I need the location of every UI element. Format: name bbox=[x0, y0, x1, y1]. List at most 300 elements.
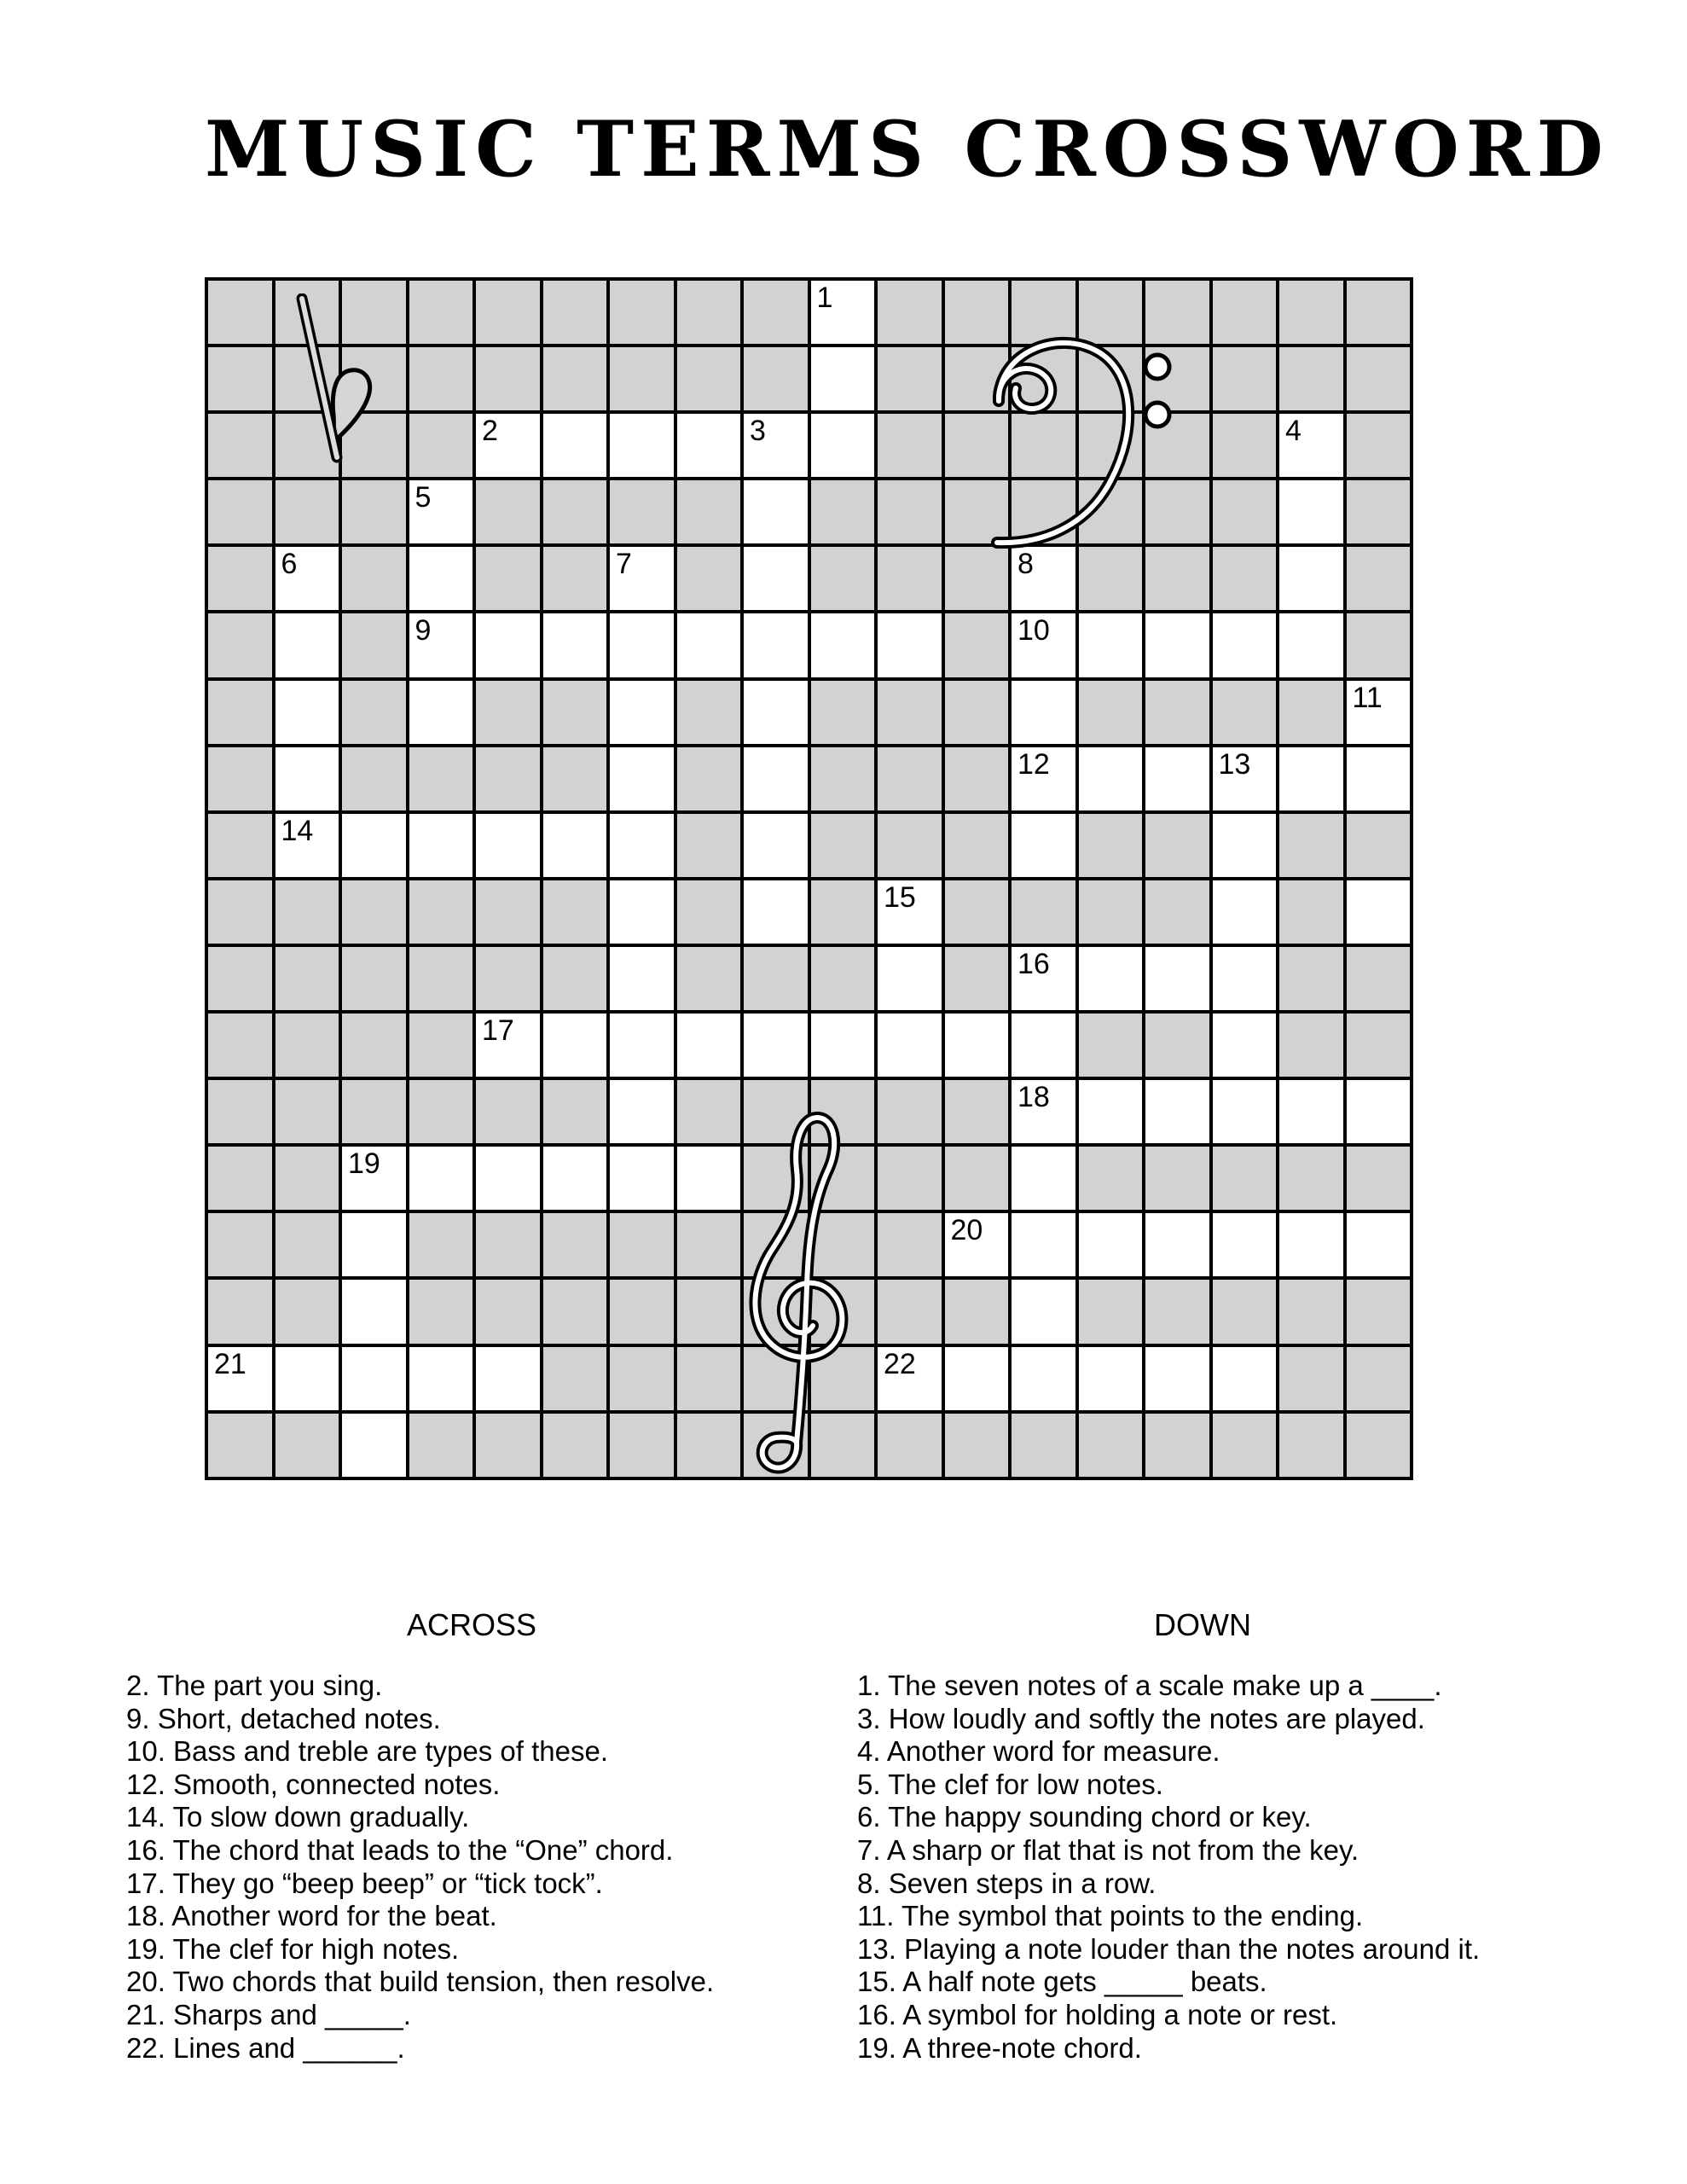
clue-number: 9 bbox=[415, 614, 432, 648]
grid-cell-block bbox=[340, 545, 408, 612]
clue-number: 10 bbox=[1017, 614, 1050, 648]
clue-number: 1 bbox=[816, 282, 833, 314]
grid-cell-white[interactable] bbox=[274, 1345, 341, 1412]
grid-cell-white[interactable] bbox=[408, 545, 475, 612]
grid-cell-white[interactable] bbox=[1010, 1278, 1077, 1345]
grid-cell-block bbox=[809, 812, 877, 879]
grid-cell-block bbox=[408, 279, 475, 346]
clue-number: 17 bbox=[482, 1014, 514, 1048]
clue-number: 4 bbox=[1285, 415, 1301, 448]
clue-item: 6. The happy sounding chord or key. bbox=[857, 1801, 1312, 1833]
grid-cell-block bbox=[809, 1145, 877, 1211]
clue-item: 2. The part you sing. bbox=[126, 1670, 383, 1701]
grid-cell-white[interactable] bbox=[608, 1012, 675, 1078]
grid-cell-block bbox=[675, 879, 743, 945]
grid-cell-block bbox=[876, 545, 943, 612]
grid-cell-block bbox=[408, 1078, 475, 1145]
grid-cell-white[interactable] bbox=[1077, 1345, 1145, 1412]
grid-cell-white[interactable] bbox=[274, 545, 341, 612]
grid-cell-white[interactable] bbox=[1211, 945, 1278, 1012]
grid-cell-white[interactable] bbox=[742, 879, 809, 945]
grid-cell-white[interactable] bbox=[1211, 746, 1278, 812]
grid-cell-block bbox=[542, 1078, 609, 1145]
grid-cell-block bbox=[1345, 279, 1412, 346]
grid-cell-white[interactable] bbox=[608, 1078, 675, 1145]
grid-cell-block bbox=[1144, 1012, 1211, 1078]
grid-cell-block bbox=[206, 1012, 274, 1078]
grid-cell-white[interactable] bbox=[1211, 879, 1278, 945]
grid-cell-white[interactable] bbox=[340, 1145, 408, 1211]
grid-cell-block bbox=[876, 279, 943, 346]
grid-cell-white[interactable] bbox=[1345, 879, 1412, 945]
grid-cell-block bbox=[943, 479, 1011, 545]
grid-cell-block bbox=[1010, 346, 1077, 412]
clue-number: 8 bbox=[1017, 548, 1034, 581]
grid-cell-block bbox=[408, 945, 475, 1012]
grid-cell-block bbox=[1278, 346, 1345, 412]
clue-number: 3 bbox=[750, 415, 766, 448]
grid-cell-white[interactable] bbox=[1144, 746, 1211, 812]
grid-cell-block bbox=[474, 1211, 542, 1278]
clue-number: 12 bbox=[1017, 747, 1050, 781]
grid-cell-block bbox=[1278, 1012, 1345, 1078]
clue-number: 15 bbox=[884, 880, 916, 914]
grid-cell-block bbox=[608, 1412, 675, 1478]
clue-item: 14. To slow down gradually. bbox=[126, 1801, 470, 1833]
grid-cell-block bbox=[608, 479, 675, 545]
grid-cell-block bbox=[1010, 279, 1077, 346]
grid-cell-block bbox=[675, 1412, 743, 1478]
grid-cell-block bbox=[809, 1078, 877, 1145]
grid-cell-white[interactable] bbox=[876, 1012, 943, 1078]
grid-cell-block bbox=[675, 1078, 743, 1145]
grid-cell-white[interactable] bbox=[1010, 545, 1077, 612]
grid-cell-block bbox=[742, 1278, 809, 1345]
grid-cell-block bbox=[474, 545, 542, 612]
grid-cell-block bbox=[408, 746, 475, 812]
grid-cell-white[interactable] bbox=[1278, 479, 1345, 545]
grid-cell-block bbox=[1077, 1012, 1145, 1078]
grid-cell-block bbox=[274, 1278, 341, 1345]
grid-cell-white[interactable] bbox=[274, 612, 341, 678]
grid-cell-white[interactable] bbox=[1211, 1078, 1278, 1145]
grid-cell-white[interactable] bbox=[542, 812, 609, 879]
grid-cell-block bbox=[474, 479, 542, 545]
grid-cell-white[interactable] bbox=[1278, 412, 1345, 479]
grid-cell-white[interactable] bbox=[742, 1012, 809, 1078]
grid-cell-block bbox=[943, 679, 1011, 746]
grid-cell-block bbox=[474, 346, 542, 412]
grid-cell-white[interactable] bbox=[1345, 1211, 1412, 1278]
down-clue-list bbox=[857, 1670, 1548, 2065]
grid-cell-block bbox=[1211, 412, 1278, 479]
grid-cell-white[interactable] bbox=[809, 1012, 877, 1078]
grid-cell-block bbox=[943, 879, 1011, 945]
grid-cell-block bbox=[340, 1012, 408, 1078]
grid-cell-white[interactable] bbox=[1144, 1345, 1211, 1412]
grid-cell-block bbox=[1278, 1278, 1345, 1345]
grid-cell-block bbox=[675, 1345, 743, 1412]
grid-cell-white[interactable] bbox=[1211, 1012, 1278, 1078]
grid-cell-white[interactable] bbox=[1077, 612, 1145, 678]
grid-cell-white[interactable] bbox=[742, 545, 809, 612]
grid-cell-block bbox=[274, 412, 341, 479]
grid-cell-white[interactable] bbox=[809, 346, 877, 412]
grid-cell-white[interactable] bbox=[542, 612, 609, 678]
grid-cell-block bbox=[340, 1078, 408, 1145]
grid-cell-white[interactable] bbox=[1278, 612, 1345, 678]
across-section bbox=[126, 1607, 817, 2065]
grid-cell-white[interactable] bbox=[340, 1412, 408, 1478]
grid-cell-white[interactable] bbox=[1278, 746, 1345, 812]
grid-cell-white[interactable] bbox=[1278, 1078, 1345, 1145]
grid-cell-block bbox=[340, 746, 408, 812]
grid-cell-white[interactable] bbox=[809, 612, 877, 678]
grid-cell-block bbox=[809, 1345, 877, 1412]
grid-cell-block bbox=[675, 346, 743, 412]
clue-number: 16 bbox=[1017, 947, 1050, 980]
grid-cell-block bbox=[274, 1078, 341, 1145]
grid-cell-block bbox=[274, 1211, 341, 1278]
grid-cell-block bbox=[206, 1278, 274, 1345]
grid-cell-white[interactable] bbox=[1278, 1211, 1345, 1278]
grid-cell-block bbox=[876, 812, 943, 879]
grid-cell-block bbox=[206, 612, 274, 678]
grid-cell-block bbox=[408, 412, 475, 479]
grid-cell-block bbox=[1010, 412, 1077, 479]
grid-cell-block bbox=[809, 679, 877, 746]
grid-cell-white[interactable] bbox=[742, 746, 809, 812]
grid-cell-block bbox=[1211, 479, 1278, 545]
clue-number: 21 bbox=[214, 1347, 246, 1380]
grid-cell-white[interactable] bbox=[742, 412, 809, 479]
clue-number: 6 bbox=[281, 548, 298, 581]
grid-cell-white[interactable] bbox=[1144, 612, 1211, 678]
grid-cell-white[interactable] bbox=[943, 1345, 1011, 1412]
grid-cell-block bbox=[340, 945, 408, 1012]
grid-cell-block bbox=[876, 479, 943, 545]
grid-cell-white[interactable] bbox=[608, 1145, 675, 1211]
grid-cell-block bbox=[943, 279, 1011, 346]
grid-cell-block bbox=[742, 1345, 809, 1412]
grid-cell-block bbox=[206, 412, 274, 479]
grid-cell-block bbox=[542, 346, 609, 412]
grid-cell-white[interactable] bbox=[408, 1345, 475, 1412]
grid-cell-block bbox=[274, 1412, 341, 1478]
clue-item: 5. The clef for low notes. bbox=[857, 1768, 1163, 1800]
clue-number: 13 bbox=[1218, 747, 1251, 781]
grid-cell-white[interactable] bbox=[1010, 1145, 1077, 1211]
grid-cell-block bbox=[1345, 812, 1412, 879]
grid-cell-white[interactable] bbox=[608, 412, 675, 479]
grid-cell-white[interactable] bbox=[608, 545, 675, 612]
grid-cell-block bbox=[474, 1278, 542, 1345]
grid-cell-block bbox=[206, 879, 274, 945]
clue-item: 9. Short, detached notes. bbox=[126, 1702, 441, 1734]
grid-cell-block bbox=[408, 1412, 475, 1478]
grid-cell-block bbox=[943, 1145, 1011, 1211]
grid-cell-white[interactable] bbox=[943, 1211, 1011, 1278]
grid-cell-block bbox=[1345, 945, 1412, 1012]
grid-cell-white[interactable] bbox=[1077, 1078, 1145, 1145]
grid-cell-block bbox=[1077, 679, 1145, 746]
grid-cell-white[interactable] bbox=[608, 945, 675, 1012]
grid-cell-block bbox=[340, 412, 408, 479]
grid-cell-white[interactable] bbox=[340, 1211, 408, 1278]
grid-cell-white[interactable] bbox=[1010, 945, 1077, 1012]
grid-cell-white[interactable] bbox=[742, 612, 809, 678]
grid-cell-block bbox=[542, 879, 609, 945]
grid-cell-white[interactable] bbox=[474, 1345, 542, 1412]
grid-cell-block bbox=[809, 879, 877, 945]
clue-item: 11. The symbol that points to the ending. bbox=[857, 1900, 1364, 1932]
clue-item: 8. Seven steps in a row. bbox=[857, 1867, 1157, 1899]
grid-cell-block bbox=[1077, 346, 1145, 412]
grid-cell-block bbox=[206, 545, 274, 612]
grid-cell-block bbox=[1278, 879, 1345, 945]
grid-cell-white[interactable] bbox=[542, 1145, 609, 1211]
grid-cell-block bbox=[742, 1412, 809, 1478]
grid-cell-block bbox=[943, 1278, 1011, 1345]
grid-cell-block bbox=[876, 746, 943, 812]
grid-cell-block bbox=[1345, 1012, 1412, 1078]
grid-cell-block bbox=[1278, 812, 1345, 879]
grid-cell-white[interactable] bbox=[876, 945, 943, 1012]
grid-cell-block bbox=[206, 346, 274, 412]
grid-cell-block bbox=[542, 1211, 609, 1278]
grid-cell-white[interactable] bbox=[1144, 945, 1211, 1012]
grid-cell-white[interactable] bbox=[474, 1012, 542, 1078]
grid-cell-block bbox=[1278, 279, 1345, 346]
grid-cell-white[interactable] bbox=[1010, 679, 1077, 746]
grid-cell-block bbox=[340, 879, 408, 945]
grid-cell-white[interactable] bbox=[1144, 1078, 1211, 1145]
grid-cell-white[interactable] bbox=[474, 412, 542, 479]
grid-cell-block bbox=[542, 545, 609, 612]
grid-cell-block bbox=[474, 945, 542, 1012]
grid-cell-block bbox=[408, 346, 475, 412]
grid-cell-block bbox=[206, 746, 274, 812]
grid-cell-block bbox=[1077, 545, 1145, 612]
grid-cell-block bbox=[340, 679, 408, 746]
grid-cell-block bbox=[1144, 545, 1211, 612]
grid-cell-block bbox=[809, 479, 877, 545]
grid-cell-block bbox=[1211, 279, 1278, 346]
grid-cell-white[interactable] bbox=[1211, 612, 1278, 678]
grid-cell-white[interactable] bbox=[1211, 1211, 1278, 1278]
grid-cell-white[interactable] bbox=[340, 812, 408, 879]
grid-cell-white[interactable] bbox=[1144, 1211, 1211, 1278]
grid-cell-white[interactable] bbox=[675, 1012, 743, 1078]
grid-cell-white[interactable] bbox=[274, 679, 341, 746]
grid-cell-white[interactable] bbox=[675, 612, 743, 678]
grid-cell-block bbox=[340, 279, 408, 346]
grid-cell-white[interactable] bbox=[1077, 746, 1145, 812]
grid-cell-white[interactable] bbox=[1010, 612, 1077, 678]
grid-cell-white[interactable] bbox=[675, 1145, 743, 1211]
grid-cell-block bbox=[474, 1078, 542, 1145]
grid-cell-block bbox=[675, 746, 743, 812]
grid-cell-white[interactable] bbox=[474, 612, 542, 678]
grid-cell-block bbox=[206, 1211, 274, 1278]
grid-cell-block bbox=[943, 545, 1011, 612]
grid-cell-white[interactable] bbox=[1010, 1211, 1077, 1278]
grid-cell-block bbox=[474, 279, 542, 346]
grid-cell-block bbox=[206, 279, 274, 346]
grid-cell-block bbox=[1077, 1278, 1145, 1345]
grid-cell-block bbox=[542, 1278, 609, 1345]
grid-cell-block bbox=[274, 479, 341, 545]
grid-cell-block bbox=[742, 1211, 809, 1278]
clue-item: 18. Another word for the beat. bbox=[126, 1900, 497, 1932]
grid-cell-block bbox=[542, 679, 609, 746]
grid-cell-white[interactable] bbox=[1010, 746, 1077, 812]
grid-cell-block bbox=[542, 746, 609, 812]
grid-cell-block bbox=[206, 1078, 274, 1145]
grid-cell-white[interactable] bbox=[542, 412, 609, 479]
grid-cell-block bbox=[1010, 879, 1077, 945]
grid-cell-block bbox=[809, 1278, 877, 1345]
grid-cell-block bbox=[809, 746, 877, 812]
grid-cell-white[interactable] bbox=[542, 1012, 609, 1078]
grid-cell-block bbox=[474, 746, 542, 812]
crossword-grid bbox=[205, 277, 1413, 1480]
grid-cell-block bbox=[675, 812, 743, 879]
grid-cell-block bbox=[206, 1145, 274, 1211]
grid-cell-block bbox=[474, 1412, 542, 1478]
grid-cell-block bbox=[876, 412, 943, 479]
grid-cell-block bbox=[943, 746, 1011, 812]
grid-cell-block bbox=[1144, 279, 1211, 346]
grid-cell-white[interactable] bbox=[876, 1345, 943, 1412]
grid-cell-block bbox=[876, 346, 943, 412]
grid-cell-block bbox=[1077, 879, 1145, 945]
grid-cell-white[interactable] bbox=[274, 812, 341, 879]
clue-item: 13. Playing a note louder than the notes around it. bbox=[857, 1932, 1481, 1965]
grid-cell-white[interactable] bbox=[1211, 1345, 1278, 1412]
grid-cell-white[interactable] bbox=[408, 812, 475, 879]
grid-cell-white[interactable] bbox=[1010, 1012, 1077, 1078]
grid-cell-block bbox=[474, 879, 542, 945]
grid-cell-white[interactable] bbox=[408, 479, 475, 545]
grid-cell-white[interactable] bbox=[608, 879, 675, 945]
grid-cell-white[interactable] bbox=[1010, 812, 1077, 879]
clue-item: 21. Sharps and _____. bbox=[126, 1998, 411, 2030]
clue-item: 12. Smooth, connected notes. bbox=[126, 1768, 501, 1800]
clue-item: 16. The chord that leads to the “One” chord. bbox=[126, 1833, 674, 1866]
grid-cell-block bbox=[943, 812, 1011, 879]
grid-cell-block bbox=[943, 945, 1011, 1012]
grid-cell-white[interactable] bbox=[1345, 679, 1412, 746]
grid-cell-white[interactable] bbox=[608, 679, 675, 746]
grid-cell-block bbox=[742, 1145, 809, 1211]
grid-cell-block bbox=[1345, 1345, 1412, 1412]
grid-cell-white[interactable] bbox=[408, 1145, 475, 1211]
grid-cell-block bbox=[608, 346, 675, 412]
grid-cell-white[interactable] bbox=[1077, 945, 1145, 1012]
grid-cell-block bbox=[608, 1345, 675, 1412]
grid-cell-block bbox=[675, 945, 743, 1012]
grid-cell-white[interactable] bbox=[1211, 812, 1278, 879]
grid-cell-white[interactable] bbox=[474, 1145, 542, 1211]
grid-cell-white[interactable] bbox=[340, 1278, 408, 1345]
grid-cell-white[interactable] bbox=[274, 746, 341, 812]
grid-cell-block bbox=[876, 1078, 943, 1145]
grid-cell-block bbox=[809, 945, 877, 1012]
grid-cell-white[interactable] bbox=[742, 812, 809, 879]
clue-number: 20 bbox=[950, 1214, 983, 1247]
grid-cell-white[interactable] bbox=[876, 612, 943, 678]
grid-cell-white[interactable] bbox=[742, 679, 809, 746]
grid-cell-block bbox=[809, 545, 877, 612]
grid-cell-white[interactable] bbox=[742, 479, 809, 545]
page-title: MUSIC TERMS CROSSWORD bbox=[205, 104, 1610, 195]
grid-cell-white[interactable] bbox=[608, 612, 675, 678]
grid-cell-block bbox=[1144, 812, 1211, 879]
grid-cell-white[interactable] bbox=[608, 812, 675, 879]
grid-cell-white[interactable] bbox=[675, 412, 743, 479]
grid-cell-white[interactable] bbox=[1278, 545, 1345, 612]
grid-cell-white[interactable] bbox=[876, 879, 943, 945]
grid-cell-block bbox=[675, 1211, 743, 1278]
grid-cell-white[interactable] bbox=[608, 746, 675, 812]
grid-cell-block bbox=[542, 1345, 609, 1412]
grid-cell-block bbox=[1345, 1412, 1412, 1478]
grid-cell-white[interactable] bbox=[1345, 746, 1412, 812]
grid-cell-white[interactable] bbox=[1345, 1078, 1412, 1145]
grid-cell-block bbox=[274, 279, 341, 346]
down-section bbox=[857, 1607, 1548, 2065]
grid-cell-block bbox=[742, 346, 809, 412]
across-header: ACROSS bbox=[406, 1607, 537, 1642]
clue-number: 7 bbox=[616, 548, 632, 581]
grid-cell-white[interactable] bbox=[809, 412, 877, 479]
grid-cell-block bbox=[1144, 479, 1211, 545]
grid-cell-white[interactable] bbox=[206, 1345, 274, 1412]
grid-cell-white[interactable] bbox=[474, 812, 542, 879]
grid-cell-white[interactable] bbox=[1010, 1345, 1077, 1412]
grid-cell-block bbox=[206, 945, 274, 1012]
grid-cell-block bbox=[1010, 1412, 1077, 1478]
grid-cell-block bbox=[876, 1145, 943, 1211]
grid-cell-block bbox=[542, 279, 609, 346]
grid-cell-block bbox=[542, 1412, 609, 1478]
grid-cell-block bbox=[809, 1211, 877, 1278]
clue-item: 22. Lines and ______. bbox=[126, 2031, 405, 2064]
grid-cell-white[interactable] bbox=[809, 279, 877, 346]
grid-cell-block bbox=[1278, 1145, 1345, 1211]
grid-cell-white[interactable] bbox=[943, 1012, 1011, 1078]
across-clue-list bbox=[126, 1670, 817, 2065]
clue-number: 22 bbox=[884, 1347, 916, 1380]
grid-cell-block bbox=[1077, 412, 1145, 479]
grid-cell-white[interactable] bbox=[408, 679, 475, 746]
grid-cell-block bbox=[1077, 812, 1145, 879]
grid-cell-block bbox=[675, 479, 743, 545]
clue-item: 3. How loudly and softly the notes are played. bbox=[857, 1702, 1425, 1734]
grid-cell-block bbox=[1144, 412, 1211, 479]
grid-cell-white[interactable] bbox=[340, 1345, 408, 1412]
grid-cell-block bbox=[1010, 479, 1077, 545]
grid-cell-white[interactable] bbox=[1010, 1078, 1077, 1145]
grid-cell-block bbox=[1345, 1278, 1412, 1345]
grid-cell-block bbox=[408, 1211, 475, 1278]
grid-cell-block bbox=[876, 1278, 943, 1345]
grid-cell-white[interactable] bbox=[408, 612, 475, 678]
grid-cell-block bbox=[542, 479, 609, 545]
clue-number: 2 bbox=[482, 415, 498, 448]
grid-cell-white[interactable] bbox=[1077, 1211, 1145, 1278]
